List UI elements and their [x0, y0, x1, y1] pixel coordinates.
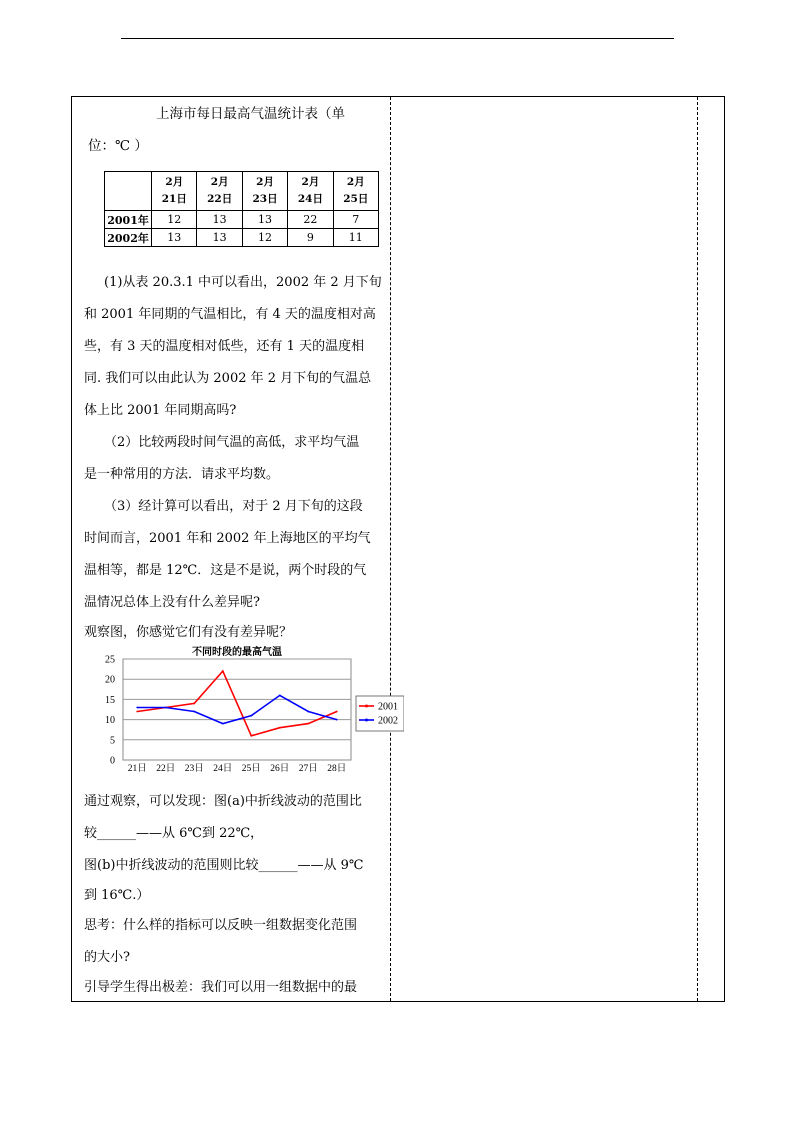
table-cell: 22 [288, 211, 333, 229]
paragraph: 温相等，都是 12℃．这是不是说，两个时段的气 [84, 563, 367, 578]
table-header-cell [105, 172, 152, 211]
table-cell: 13 [152, 229, 197, 247]
column-divider [697, 97, 698, 1001]
table-title-cont: 位：℃ ） [88, 138, 148, 154]
table-header-cell: 2月 23日 [242, 172, 287, 211]
table-cell: 13 [197, 211, 242, 229]
paragraph: （2）比较两段时间气温的高低，求平均气温 [104, 435, 360, 450]
data-point-2002 [307, 711, 309, 713]
x-tick-label: 27日 [298, 764, 318, 774]
data-point-2002 [222, 723, 224, 725]
data-point-2002 [336, 719, 338, 721]
data-point-2001 [279, 727, 281, 729]
x-tick-label: 21日 [127, 764, 147, 774]
paragraph: 引导学生得出极差：我们可以用一组数据中的最 [84, 980, 358, 995]
header-rule [121, 38, 674, 39]
table-header-row [105, 172, 379, 211]
paragraph: 温情况总体上没有什么差异呢? [84, 595, 260, 610]
temperature-table [104, 171, 379, 247]
x-tick-label: 24日 [213, 764, 233, 774]
x-tick-label: 28日 [327, 764, 347, 774]
table-cell: 9 [288, 229, 333, 247]
table-cell: 13 [242, 211, 287, 229]
table-header-cell: 2月 21日 [152, 172, 197, 211]
y-tick-label: 5 [110, 735, 115, 747]
data-point-2001 [250, 735, 252, 737]
data-point-2001 [336, 711, 338, 713]
paragraph: 同. 我们可以由此认为 2002 年 2 月下旬的气温总 [84, 371, 372, 386]
table-cell: 7 [333, 211, 378, 229]
temperature-line-chart [98, 645, 404, 777]
paragraph: 是一种常用的方法．请求平均数。 [84, 467, 280, 482]
paragraph: 较______——从 6℃到 22℃， [84, 826, 264, 841]
table-title: 上海市每日最高气温统计表（单 [156, 106, 345, 122]
y-tick-label: 0 [110, 755, 115, 767]
legend-label: 2001 [378, 701, 398, 713]
table-header-cell: 2月 22日 [197, 172, 242, 211]
data-point-2001 [136, 711, 138, 713]
lesson-table-frame [71, 96, 725, 1002]
table-cell: 12 [242, 229, 287, 247]
x-tick-label: 26日 [270, 764, 290, 774]
table-cell: 12 [152, 211, 197, 229]
x-tick-label: 25日 [241, 764, 261, 774]
table-row [105, 211, 379, 229]
data-point-2001 [222, 670, 224, 672]
legend-marker-2002 [365, 719, 368, 722]
legend-marker-2001 [365, 705, 368, 708]
data-point-2001 [193, 703, 195, 705]
data-point-2002 [193, 711, 195, 713]
data-point-2002 [250, 715, 252, 717]
x-tick-label: 23日 [184, 764, 204, 774]
table-cell: 11 [333, 229, 378, 247]
data-point-2002 [279, 694, 281, 696]
paragraph: 的大小? [84, 950, 130, 965]
table-header-cell: 2月 25日 [333, 172, 378, 211]
paragraph: (1)从表 20.3.1 中可以看出，2002 年 2 月下旬 [104, 275, 382, 290]
y-tick-label: 25 [105, 654, 115, 666]
paragraph: 时间而言，2001 年和 2002 年上海地区的平均气 [84, 531, 371, 546]
paragraph: 体上比 2001 年同期高吗? [84, 403, 237, 418]
table-row [105, 229, 379, 247]
y-tick-label: 10 [105, 715, 115, 727]
paragraph: 思考：什么样的指标可以反映一组数据变化范围 [84, 918, 358, 933]
table-cell: 13 [197, 229, 242, 247]
legend-label: 2002 [378, 715, 398, 727]
chart-title: 不同时段的最高气温 [192, 647, 282, 658]
paragraph: 到 16℃.） [84, 888, 150, 903]
paragraph: （3）经计算可以看出，对于 2 月下旬的这段 [104, 499, 363, 514]
row-label: 2001年 [105, 211, 152, 229]
paragraph: 图(b)中折线波动的范围则比较______——从 9℃ [84, 858, 364, 873]
y-tick-label: 15 [105, 694, 115, 706]
paragraph: 观察图，你感觉它们有没有差异呢？ [84, 625, 293, 640]
data-point-2002 [136, 707, 138, 709]
x-tick-label: 22日 [156, 764, 176, 774]
data-point-2002 [165, 707, 167, 709]
row-label: 2002年 [105, 229, 152, 247]
paragraph: 些，有 3 天的温度相对低些，还有 1 天的温度相 [84, 339, 365, 354]
column-divider [390, 97, 391, 1001]
paragraph: 和 2001 年同期的气温相比，有 4 天的温度相对高 [84, 307, 376, 322]
y-tick-label: 20 [105, 674, 115, 686]
paragraph: 通过观察，可以发现：图(a)中折线波动的范围比 [84, 794, 362, 809]
data-point-2001 [307, 723, 309, 725]
table-header-cell: 2月 24日 [288, 172, 333, 211]
